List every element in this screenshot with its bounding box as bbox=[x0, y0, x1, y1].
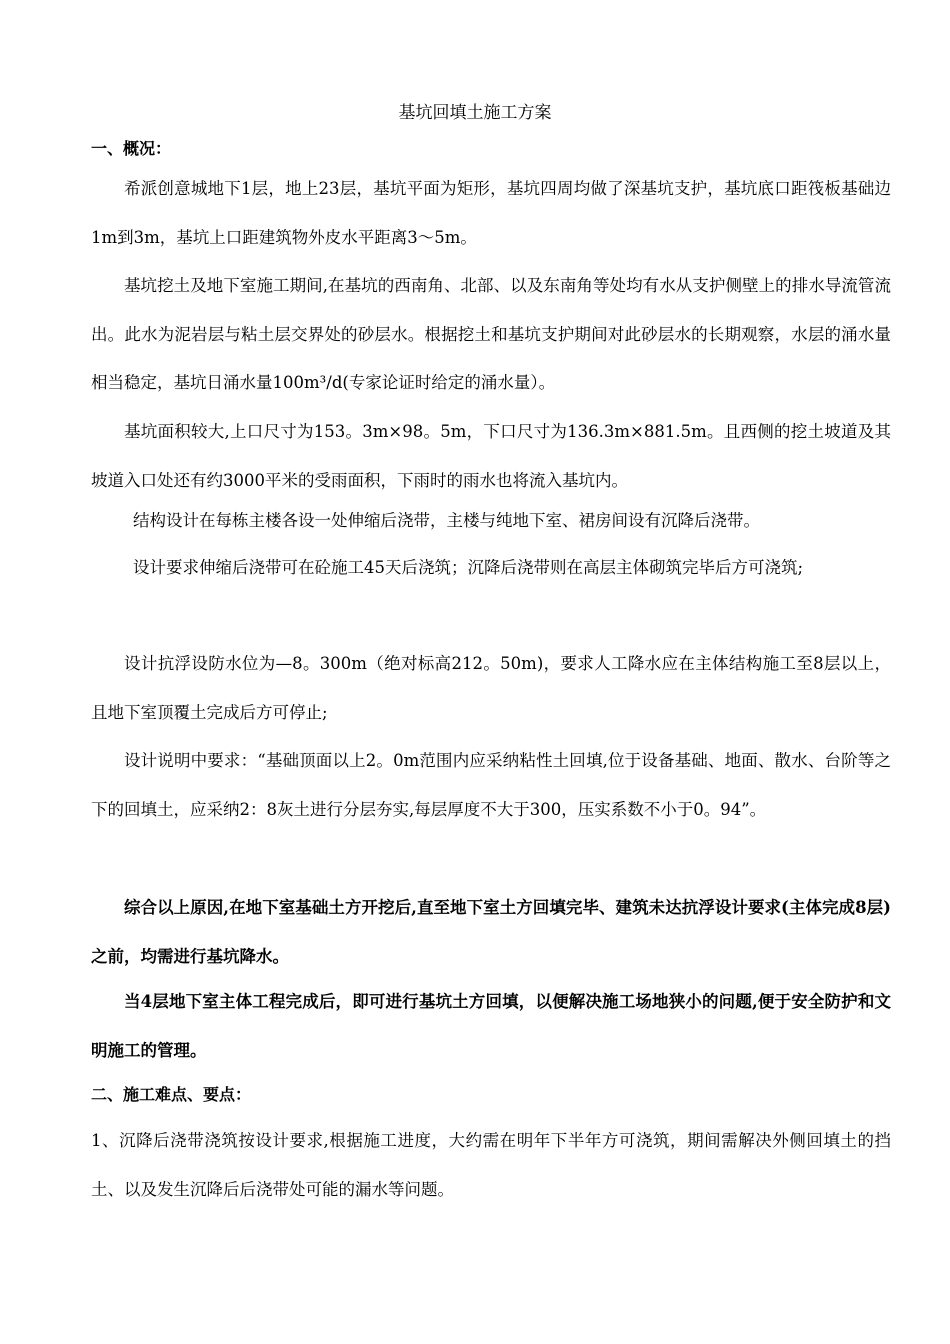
section-heading-overview: 一、概况： bbox=[91, 139, 172, 158]
paragraph-post-pour-strips: 结构设计在每栋主楼各设一处伸缩后浇带，主楼与纯地下室、裙房间设有沉降后浇带。 bbox=[133, 511, 760, 530]
list-item-difficulty-1: 1、沉降后浇带浇筑按设计要求,根据施工进度，大约需在明年下半年方可浇筑，期间需解决外侧回填土的挡土、以及发生沉降后后浇带处可能的漏水等问题。 bbox=[91, 1131, 891, 1199]
section-heading-difficulties: 二、施工难点、要点： bbox=[91, 1085, 252, 1104]
paragraph-groundwater: 基坑挖土及地下室施工期间,在基坑的西南角、北部、以及东南角等处均有水从支护侧壁上的排水导流管流出。此水为泥岩层与粘土层交界处的砂层水。根据挖土和基坑支护期间对此砂层水的长期观察，水层的涌水量相当稳定，基坑日涌水量100m³/d(专家论证时给定的涌水量）。 bbox=[91, 276, 891, 392]
paragraph-dewatering-conclusion: 综合以上原因,在地下室基础土方开挖后,直至地下室土方回填完毕、建筑未达抗浮设计要求(主体完成8层)之前，均需进行基坑降水。 bbox=[91, 898, 891, 966]
paragraph-backfill-timing: 当4层地下室主体工程完成后，即可进行基坑土方回填，以便解决施工场地狭小的问题,便于安全防护和文明施工的管理。 bbox=[91, 992, 891, 1060]
document-title: 基坑回填土施工方案 bbox=[398, 103, 552, 123]
paragraph-pit-size: 基坑面积较大,上口尺寸为153。3m×98。5m，下口尺寸为136.3m×881.5m。且西侧的挖土坡道及其坡道入口处还有约3000平米的受雨面积，下雨时的雨水也将流入基坑内。 bbox=[91, 422, 891, 490]
paragraph-site-overview: 希派创意城地下1层，地上23层，基坑平面为矩形，基坑四周均做了深基坑支护，基坑底口距筏板基础边1m到3m，基坑上口距建筑物外皮水平距离3～5m。 bbox=[91, 179, 891, 247]
paragraph-pour-requirements: 设计要求伸缩后浇带可在砼施工45天后浇筑；沉降后浇带则在高层主体砌筑完毕后方可浇筑; bbox=[133, 558, 804, 577]
paragraph-anti-float: 设计抗浮设防水位为—8。300m（绝对标高212。50m)，要求人工降水应在主体结构施工至8层以上，且地下室顶覆土完成后方可停止; bbox=[91, 654, 891, 722]
paragraph-backfill-spec: 设计说明中要求：“基础顶面以上2。0m范围内应采纳粘性土回填,位于设备基础、地面、散水、台阶等之下的回填土，应采纳2：8灰土进行分层夯实,每层厚度不大于300，压实系数不小于0。94”。 bbox=[91, 751, 891, 819]
